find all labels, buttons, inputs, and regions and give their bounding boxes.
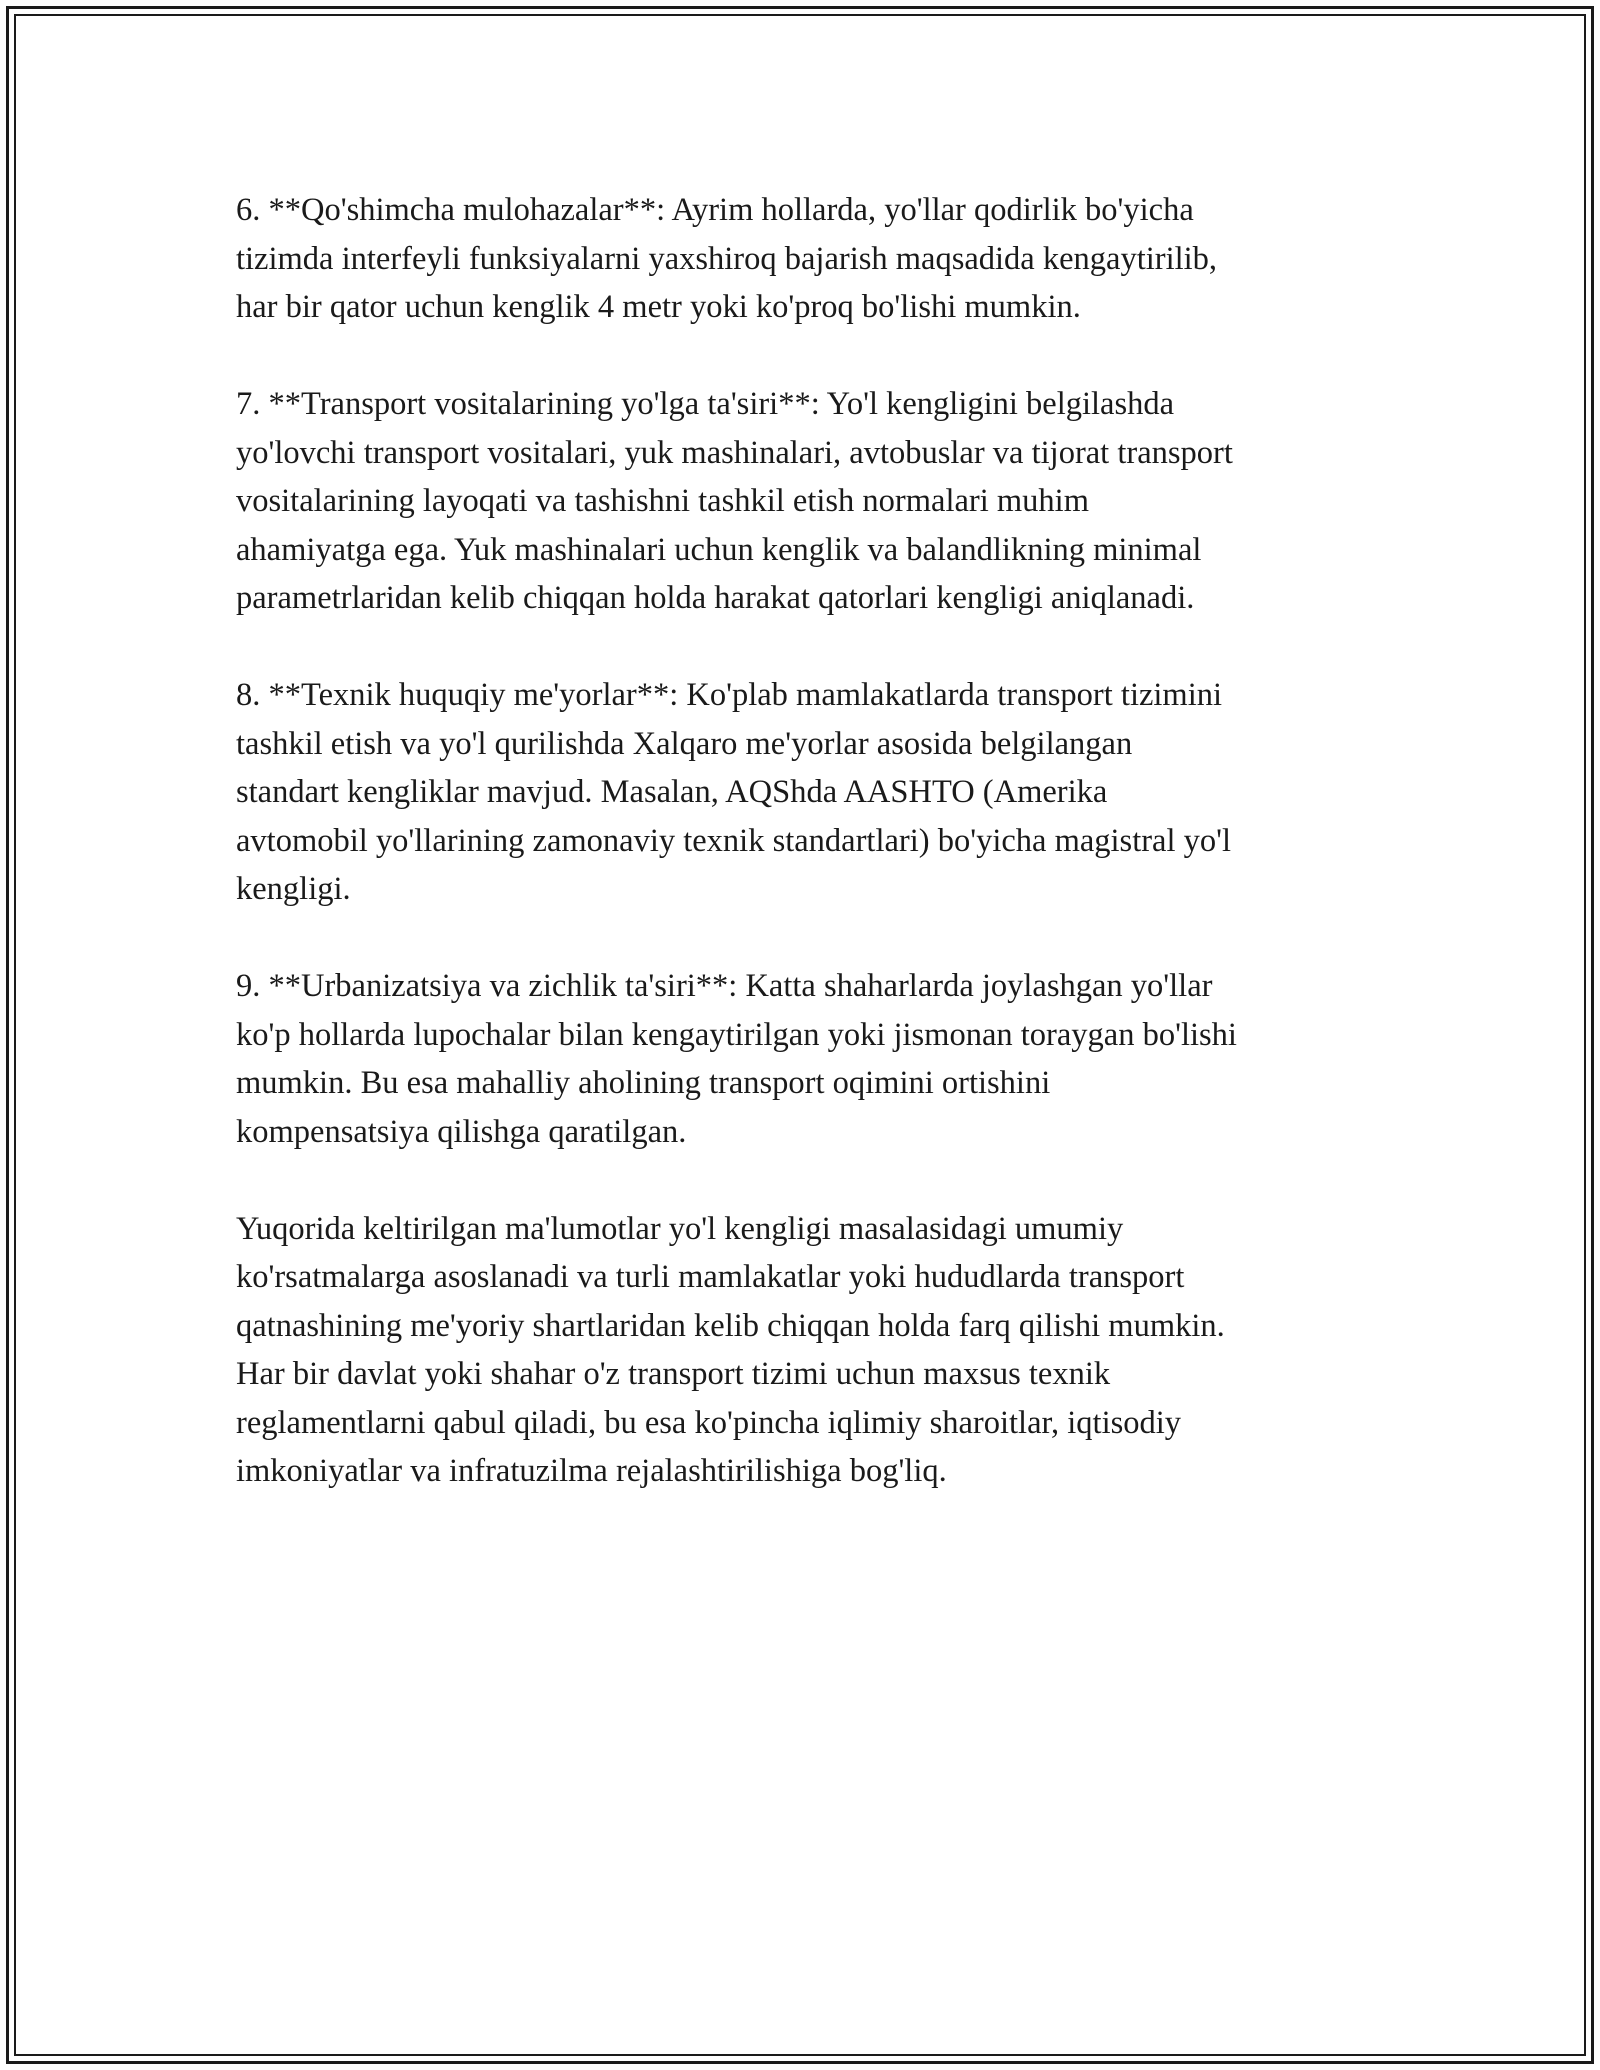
- paragraph-line: avtomobil yo'llarining zamonaviy texnik standartlari) bo'yicha magistral yo'l: [236, 822, 1232, 859]
- paragraph-conclusion: [236, 1205, 1376, 1496]
- document-body: [236, 186, 1376, 1544]
- paragraph-line: reglamentlarni qabul qiladi, bu esa ko'pincha iqlimiy sharoitlar, iqtisodiy: [236, 1404, 1182, 1441]
- paragraph-line: 9. **Urbanizatsiya va zichlik ta'siri**: Katta shaharlarda joylashgan yo'llar: [236, 968, 1213, 1004]
- paragraph-line: ahamiyatga ega. Yuk mashinalari uchun kenglik va balandlikning minimal: [236, 531, 1202, 568]
- paragraph-line: mumkin. Bu esa mahalliy aholining transport oqimini ortishini: [236, 1065, 1051, 1101]
- paragraph-line: Yuqorida keltirilgan ma'lumotlar yo'l kengligi masalasidagi umumiy: [236, 1210, 1124, 1247]
- paragraph-line: ko'rsatmalarga asoslanadi va turli mamlakatlar yoki hududlarda transport: [236, 1259, 1185, 1295]
- paragraph-6-additional-notes: [236, 186, 1376, 332]
- paragraph-line: ko'p hollarda lupochalar bilan kengaytirilgan yoki jismonan toraygan bo'lishi: [236, 1016, 1237, 1053]
- paragraph-line: Har bir davlat yoki shahar o'z transport tizimi uchun maxsus texnik: [236, 1356, 1111, 1392]
- paragraph-line: 7. **Transport vositalarining yo'lga ta'siri**: Yo'l kengligini belgilashda: [236, 386, 1175, 422]
- paragraph-line: kengligi.: [236, 871, 351, 907]
- paragraph-line: imkoniyatlar va infratuzilma rejalashtirilishiga bog'liq.: [236, 1453, 947, 1489]
- paragraph-7-vehicle-impact: [236, 380, 1376, 623]
- paragraph-line: vositalarining layoqati va tashishni tashkil etish normalari muhim: [236, 483, 1089, 519]
- paragraph-9-urbanization-density: [236, 962, 1376, 1156]
- paragraph-line: tizimda interfeyli funksiyalarni yaxshiroq bajarish maqsadida kengaytirilib,: [236, 240, 1218, 277]
- paragraph-8-technical-legal-norms: [236, 671, 1376, 914]
- paragraph-line: standart kengliklar mavjud. Masalan, AQShda AASHTO (Amerika: [236, 774, 1108, 810]
- paragraph-line: har bir qator uchun kenglik 4 metr yoki ko'proq bo'lishi mumkin.: [236, 289, 1081, 325]
- paragraph-line: qatnashining me'yoriy shartlaridan kelib chiqqan holda farq qilishi mumkin.: [236, 1307, 1225, 1344]
- paragraph-line: tashkil etish va yo'l qurilishda Xalqaro me'yorlar asosida belgilangan: [236, 725, 1133, 762]
- paragraph-line: 8. **Texnik huquqiy me'yorlar**: Ko'plab mamlakatlarda transport tizimini: [236, 677, 1223, 713]
- paragraph-line: 6. **Qo'shimcha mulohazalar**: Ayrim hollarda, yo'llar qodirlik bo'yicha: [236, 192, 1194, 228]
- paragraph-line: parametrlaridan kelib chiqqan holda harakat qatorlari kengligi aniqlanadi.: [236, 580, 1195, 616]
- paragraph-line: yo'lovchi transport vositalari, yuk mashinalari, avtobuslar va tijorat transport: [236, 434, 1233, 471]
- paragraph-line: kompensatsiya qilishga qaratilgan.: [236, 1113, 687, 1150]
